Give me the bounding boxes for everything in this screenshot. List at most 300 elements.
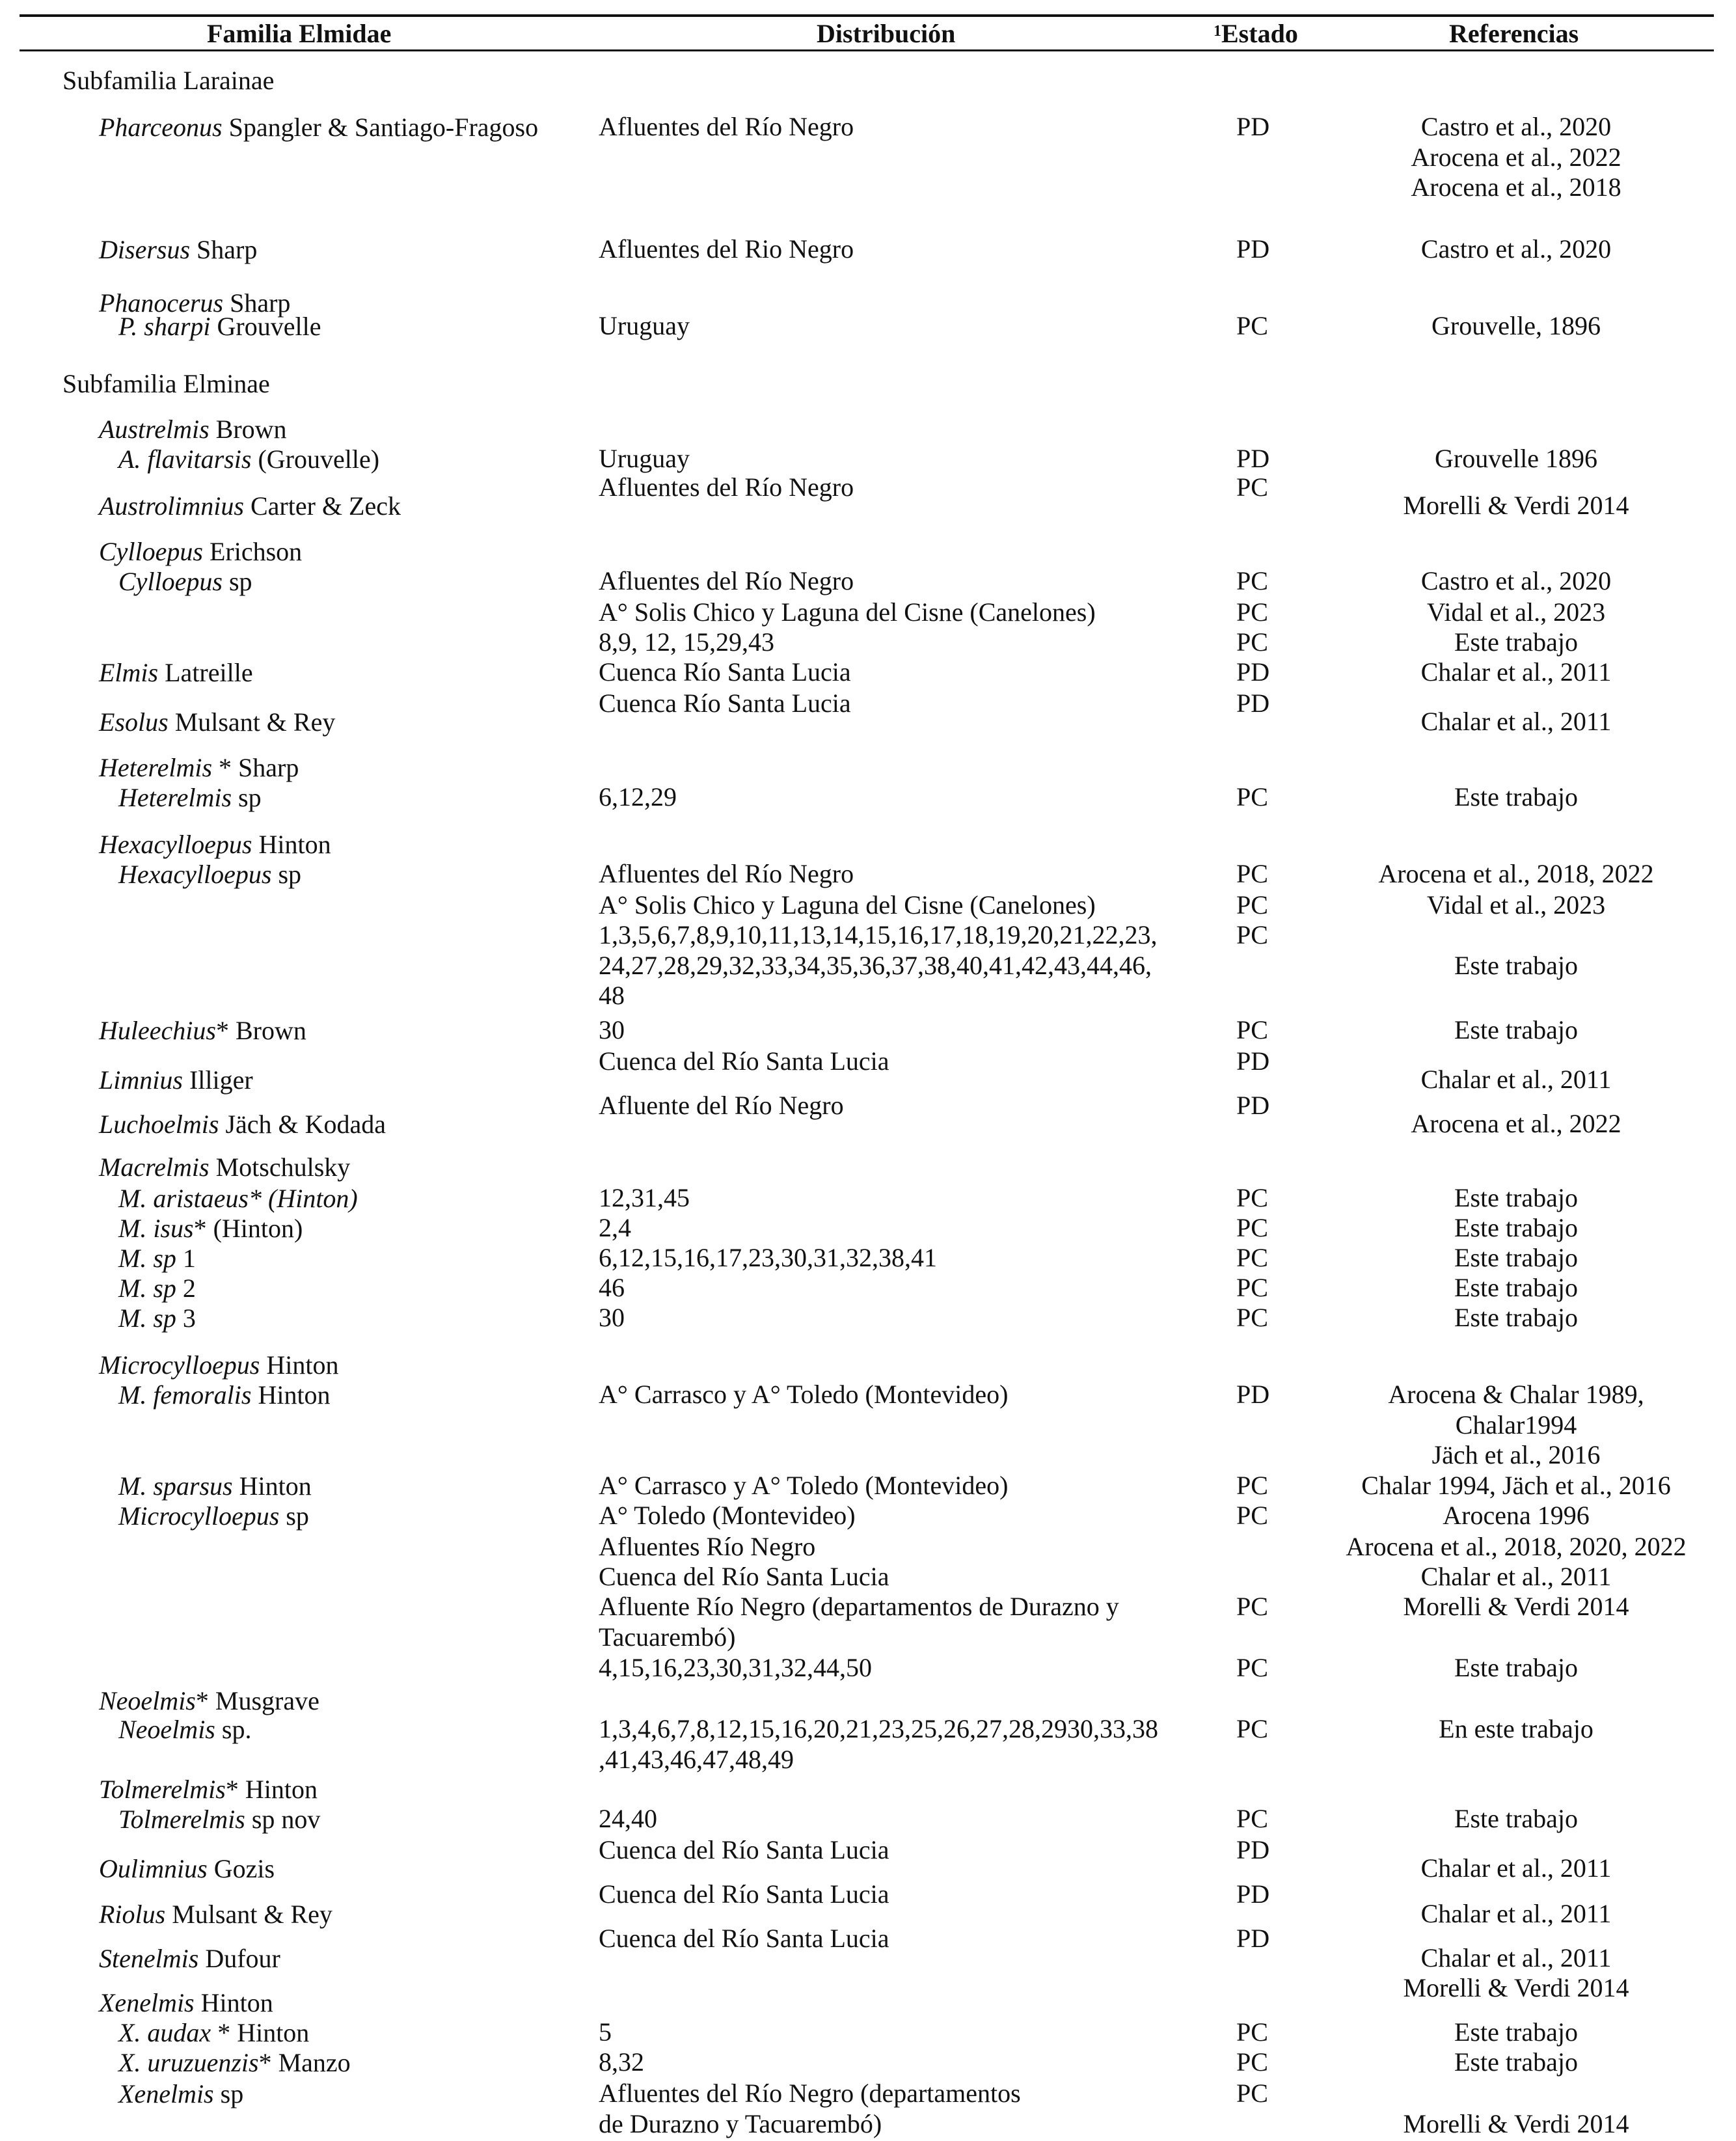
- reference-line: Chalar 1994, Jäch et al., 2016: [1361, 1471, 1671, 1500]
- reference-line: En este trabajo: [1439, 1714, 1594, 1743]
- distribution-line: 8,9, 12, 15,29,43: [599, 627, 774, 657]
- estado-value: PC: [1236, 1592, 1268, 1621]
- estado-value: PD: [1236, 444, 1270, 473]
- distribution-cell: [599, 2047, 1184, 2078]
- taxon-italic: X. audax: [118, 2018, 211, 2047]
- taxon-italic: Phanocerus: [99, 288, 224, 318]
- reference-line: Este trabajo: [1454, 1183, 1578, 1212]
- estado-value: PD: [1236, 1046, 1270, 1076]
- estado-cell: [1236, 859, 1269, 890]
- estado-value: PD: [1236, 1924, 1270, 1953]
- distribution-line: Afluentes del Rio Negro: [599, 234, 854, 264]
- genus-name: [99, 1853, 275, 1884]
- taxon-authority: * Sharp: [212, 753, 299, 782]
- reference-line: Este trabajo: [1454, 1015, 1578, 1044]
- distribution-line: Cuenca del Río Santa Lucia: [599, 1562, 889, 1591]
- taxon-italic: Xenelmis: [118, 2079, 214, 2108]
- taxon-authority: * Manzo: [258, 2048, 351, 2077]
- taxon-authority: Carter & Zeck: [244, 491, 401, 521]
- distribution-line: A° Solis Chico y Laguna del Cisne (Canelones): [599, 890, 1096, 920]
- distribution-line: 46: [599, 1273, 625, 1302]
- distribution-line: 6,12,29: [599, 782, 677, 811]
- references-cell: [1327, 1471, 1705, 1501]
- taxon-authority: sp: [213, 2079, 244, 2108]
- species-name: [118, 2047, 351, 2078]
- references-cell: [1327, 1562, 1705, 1592]
- distribution-cell: [599, 472, 1184, 503]
- estado-value: PC: [1236, 1714, 1268, 1743]
- header-estado-footnote: 1: [1214, 23, 1221, 40]
- reference-line: Morelli & Verdi 2014: [1403, 1973, 1629, 2002]
- taxon-authority: Sharp: [223, 288, 291, 318]
- estado-cell: [1236, 1303, 1269, 1333]
- taxon-authority: Hinton: [232, 1471, 312, 1501]
- reference-line: Este trabajo: [1454, 782, 1578, 811]
- estado-value: PC: [1236, 1243, 1268, 1272]
- estado-value: PD: [1236, 112, 1270, 141]
- distribution-line: 30: [599, 1015, 625, 1044]
- reference-line: Arocena 1996: [1443, 1501, 1590, 1530]
- estado-cell: [1236, 597, 1269, 628]
- estado-cell: [1236, 1592, 1269, 1622]
- header-under-rule: [20, 49, 1714, 51]
- taxon-italic: Hexacylloepus: [99, 830, 252, 859]
- references-cell: [1327, 1501, 1705, 1531]
- references-cell: [1327, 311, 1705, 342]
- distribution-cell: [599, 1532, 1184, 1562]
- estado-cell: [1236, 1804, 1269, 1834]
- taxon-italic: Austrelmis: [99, 415, 210, 444]
- estado-value: PD: [1236, 1879, 1270, 1909]
- estado-cell: [1236, 2079, 1269, 2109]
- taxon-italic: M. aristaeus* (Hinton): [118, 1184, 358, 1213]
- distribution-line: de Durazno y Tacuarembó): [599, 2108, 882, 2138]
- estado-value: PC: [1236, 2079, 1268, 2108]
- reference-line: Chalar et al., 2011: [1420, 657, 1612, 687]
- genus-name: [99, 112, 538, 143]
- reference-line: Arocena et al., 2018, 2022: [1378, 859, 1654, 888]
- taxon-italic: Stenelmis: [99, 1944, 199, 1973]
- taxon-italic: Cylloepus: [99, 537, 203, 566]
- taxon-italic: P. sharpi: [118, 312, 211, 341]
- species-name: [118, 1273, 196, 1303]
- distribution-cell: [599, 1501, 1184, 1531]
- distribution-cell: [599, 1091, 1184, 1121]
- distribution-cell: [599, 234, 1184, 265]
- references-cell: [1327, 1303, 1705, 1333]
- distribution-line: Cuenca Río Santa Lucia: [599, 657, 851, 687]
- genus-name: [99, 1685, 319, 1716]
- estado-value: PC: [1236, 1273, 1268, 1302]
- taxon-authority: Jäch & Kodada: [219, 1110, 387, 1139]
- distribution-cell: [599, 1562, 1184, 1592]
- estado-cell: [1236, 1213, 1269, 1244]
- estado-value: PC: [1236, 1653, 1268, 1682]
- references-cell: [1327, 1380, 1705, 1471]
- distribution-cell: [599, 2079, 1184, 2139]
- distribution-line: Cuenca Río Santa Lucia: [599, 689, 851, 718]
- estado-cell: [1236, 890, 1269, 921]
- genus-name: [99, 1350, 338, 1380]
- references-cell: [1327, 920, 1705, 981]
- estado-value: PC: [1236, 859, 1268, 888]
- references-cell: [1327, 2017, 1705, 2048]
- distribution-cell: [599, 1243, 1184, 1274]
- estado-value: PC: [1236, 2047, 1268, 2077]
- taxon-authority: sp.: [215, 1715, 252, 1744]
- taxon-italic: Austrolimnius: [99, 491, 244, 521]
- taxon-authority: Hinton: [194, 1988, 273, 2017]
- reference-line: Chalar et al., 2011: [1420, 707, 1612, 736]
- reference-line: Este trabajo: [1454, 1243, 1578, 1272]
- distribution-cell: [599, 311, 1184, 342]
- estado-value: PC: [1236, 472, 1268, 502]
- taxon-authority: Sharp: [190, 235, 258, 264]
- estado-cell: [1236, 782, 1269, 813]
- estado-cell: [1236, 1653, 1269, 1684]
- taxon-italic: Macrelmis: [99, 1152, 210, 1182]
- distribution-line: Afluentes Río Negro: [599, 1532, 816, 1561]
- taxon-authority: sp: [279, 1501, 309, 1531]
- references-cell: [1327, 1973, 1705, 2004]
- references-cell: [1327, 1065, 1705, 1095]
- taxon-authority: Hinton: [260, 1350, 339, 1380]
- taxon-authority: Subfamilia Larainae: [62, 66, 275, 95]
- references-cell: [1327, 566, 1705, 597]
- references-cell: [1327, 1592, 1705, 1622]
- taxon-italic: Heterelmis: [99, 753, 213, 782]
- distribution-cell: [599, 1804, 1184, 1834]
- distribution-line: 8,32: [599, 2047, 644, 2077]
- taxon-authority: * Musgrave: [195, 1686, 319, 1715]
- header-estado-label: Estado: [1221, 19, 1298, 48]
- distribution-cell: [599, 1471, 1184, 1501]
- distribution-cell: [599, 1213, 1184, 1244]
- references-cell: [1327, 234, 1705, 265]
- estado-value: PD: [1236, 657, 1270, 687]
- taxon-authority: Motschulsky: [209, 1152, 351, 1182]
- estado-value: PC: [1236, 597, 1268, 627]
- taxon-authority: Mulsant & Rey: [165, 1900, 332, 1929]
- estado-cell: [1236, 1471, 1269, 1501]
- estado-cell: [1236, 689, 1269, 719]
- taxon-authority: Spangler & Santiago-Fragoso: [222, 113, 539, 142]
- reference-line: Arocena et al., 2018: [1411, 172, 1621, 202]
- distribution-cell: [599, 1046, 1184, 1077]
- header-familia: Familia Elmidae: [207, 19, 392, 48]
- distribution-line: 5: [599, 2017, 612, 2047]
- genus-name: [99, 1943, 280, 1974]
- genus-name: [99, 234, 257, 265]
- reference-line: Arocena et al., 2022: [1411, 1109, 1621, 1138]
- taxon-italic: Hexacylloepus: [118, 860, 272, 889]
- estado-value: PC: [1236, 311, 1268, 340]
- estado-cell: [1236, 1380, 1269, 1410]
- estado-cell: [1236, 472, 1269, 503]
- taxon-italic: M. sp: [118, 1244, 176, 1273]
- estado-cell: [1236, 1714, 1269, 1745]
- distribution-line: Uruguay: [599, 444, 690, 473]
- species-name: [118, 1471, 312, 1501]
- estado-cell: [1236, 234, 1269, 265]
- reference-line: Morelli & Verdi 2014: [1403, 2108, 1629, 2138]
- genus-name: [99, 752, 299, 783]
- taxon-italic: Neoelmis: [99, 1686, 196, 1715]
- distribution-line: Cuenca del Río Santa Lucia: [599, 1879, 889, 1909]
- reference-line: Arocena et al., 2022: [1411, 142, 1621, 172]
- reference-line: Morelli & Verdi 2014: [1403, 1592, 1629, 1621]
- species-name: [118, 1501, 309, 1531]
- taxon-italic: Xenelmis: [99, 1988, 195, 2017]
- estado-cell: [1236, 1835, 1269, 1866]
- estado-value: PC: [1236, 1015, 1268, 1044]
- reference-line: Este trabajo: [1454, 2047, 1578, 2077]
- genus-name: [99, 707, 335, 737]
- estado-cell: [1236, 311, 1269, 342]
- estado-value: PC: [1236, 566, 1268, 595]
- distribution-cell: [599, 1303, 1184, 1333]
- estado-cell: [1236, 1015, 1269, 1046]
- references-cell: [1327, 890, 1705, 921]
- genus-name: [99, 1015, 306, 1046]
- estado-value: PC: [1236, 1804, 1268, 1833]
- distribution-line: Tacuarembó): [599, 1622, 736, 1652]
- references-cell: [1327, 1015, 1705, 1046]
- distribution-cell: [599, 1273, 1184, 1303]
- distribution-cell: [599, 657, 1184, 688]
- taxon-authority: Hinton: [251, 1380, 331, 1410]
- distribution-line: 24,40: [599, 1804, 657, 1833]
- estado-value: PC: [1236, 1213, 1268, 1242]
- species-name: [118, 566, 252, 597]
- species-name: [118, 1380, 331, 1410]
- distribution-cell: [599, 444, 1184, 474]
- taxon-authority: Mulsant & Rey: [168, 707, 336, 737]
- estado-value: PC: [1236, 627, 1268, 657]
- genus-name: [99, 414, 287, 444]
- distribution-cell: [599, 566, 1184, 597]
- references-cell: [1327, 1714, 1705, 1745]
- taxon-authority: Illiger: [182, 1065, 253, 1095]
- estado-cell: [1236, 627, 1269, 658]
- species-name: [118, 1714, 251, 1745]
- references-cell: [1327, 859, 1705, 890]
- distribution-cell: [599, 859, 1184, 890]
- distribution-line: 30: [599, 1303, 625, 1332]
- estado-cell: [1236, 657, 1269, 688]
- species-name: [118, 1183, 358, 1214]
- distribution-line: 1,3,4,6,7,8,12,15,16,20,21,23,25,26,27,28,2930,33,38: [599, 1714, 1158, 1743]
- taxon-italic: Pharceonus: [99, 113, 223, 142]
- taxon-italic: M. sparsus: [118, 1471, 233, 1501]
- distribution-cell: [599, 627, 1184, 658]
- distribution-cell: [599, 1835, 1184, 1866]
- genus-name: [99, 1065, 253, 1095]
- distribution-line: 1,3,5,6,7,8,9,10,11,13,14,15,16,17,18,19,20,21,22,23,: [599, 920, 1158, 949]
- estado-cell: [1236, 1879, 1269, 1910]
- references-cell: [1327, 491, 1705, 521]
- taxon-authority: Hinton: [252, 830, 331, 859]
- references-cell: [1327, 597, 1705, 628]
- distribution-line: Afluentes del Río Negro: [599, 112, 854, 141]
- taxon-authority: * Brown: [215, 1016, 306, 1045]
- estado-cell: [1236, 1924, 1269, 1954]
- taxon-italic: Microcylloepus: [118, 1501, 280, 1531]
- reference-line: Este trabajo: [1454, 1653, 1578, 1682]
- taxon-italic: Heterelmis: [118, 783, 232, 812]
- distribution-line: Afluentes del Río Negro: [599, 566, 854, 595]
- reference-line: Chalar et al., 2011: [1420, 1065, 1612, 1094]
- taxon-italic: Neoelmis: [118, 1715, 215, 1744]
- taxon-italic: Elmis: [99, 658, 159, 687]
- reference-line: Chalar et al., 2011: [1420, 1899, 1612, 1928]
- taxon-authority: sp: [271, 860, 302, 889]
- species-name: [118, 2017, 309, 2048]
- reference-line: Chalar et al., 2011: [1420, 1853, 1612, 1883]
- references-cell: [1327, 1213, 1705, 1244]
- reference-line: Grouvelle 1896: [1435, 444, 1597, 473]
- estado-value: PD: [1236, 234, 1270, 264]
- references-cell: [1327, 1273, 1705, 1303]
- genus-name: [99, 1987, 273, 2018]
- genus-name: [99, 829, 331, 860]
- distribution-line: Afluentes del Río Negro: [599, 859, 854, 888]
- species-name: [118, 311, 321, 342]
- distribution-cell: [599, 1380, 1184, 1410]
- species-name: [118, 2079, 243, 2109]
- species-name: [118, 859, 301, 890]
- distribution-line: A° Carrasco y A° Toledo (Montevideo): [599, 1471, 1009, 1500]
- estado-cell: [1236, 2017, 1269, 2048]
- reference-line: Arocena et al., 2018, 2020, 2022: [1346, 1532, 1687, 1561]
- subfamily-label: [62, 368, 270, 399]
- distribution-cell: [599, 1924, 1184, 1954]
- header-distribucion: Distribución: [817, 19, 956, 48]
- species-name: [118, 444, 379, 474]
- species-name: [118, 1303, 196, 1333]
- taxon-authority: Subfamilia Elminae: [62, 369, 270, 398]
- distribution-cell: [599, 597, 1184, 628]
- header-referencias: Referencias: [1449, 19, 1579, 48]
- estado-cell: [1236, 112, 1269, 143]
- estado-value: PC: [1236, 1471, 1268, 1500]
- species-name: [118, 1243, 196, 1274]
- distribution-line: A° Toledo (Montevideo): [599, 1501, 856, 1530]
- taxon-italic: X. uruzuenzis: [118, 2048, 259, 2077]
- taxon-authority: sp: [222, 567, 252, 596]
- taxon-italic: M. femoralis: [118, 1380, 252, 1410]
- species-name: [118, 1804, 320, 1834]
- distribution-line: Afluente del Río Negro: [599, 1091, 844, 1120]
- genus-name: [99, 1899, 332, 1930]
- estado-value: PC: [1236, 890, 1268, 920]
- taxon-authority: 2: [176, 1274, 196, 1303]
- references-cell: [1327, 1653, 1705, 1684]
- reference-line: Morelli & Verdi 2014: [1403, 491, 1629, 520]
- reference-line: Este trabajo: [1454, 2017, 1578, 2047]
- taxon-authority: Latreille: [158, 658, 253, 687]
- references-cell: [1327, 657, 1705, 688]
- taxon-authority: Erichson: [202, 537, 303, 566]
- reference-line: Este trabajo: [1454, 1303, 1578, 1332]
- taxon-authority: * Hinton: [225, 1775, 318, 1804]
- reference-line: Castro et al., 2020: [1420, 234, 1612, 264]
- reference-line: Jäch et al., 2016: [1431, 1440, 1601, 1469]
- species-name: [118, 782, 262, 813]
- table-top-rule: [20, 14, 1714, 17]
- estado-cell: [1236, 1183, 1269, 1214]
- estado-value: PD: [1236, 1091, 1270, 1120]
- references-cell: [1327, 1183, 1705, 1214]
- taxon-authority: sp: [232, 783, 262, 812]
- taxon-authority: 3: [176, 1303, 196, 1333]
- taxon-italic: Tolmerelmis: [99, 1775, 226, 1804]
- distribution-line: 24,27,28,29,32,33,34,35,36,37,38,40,41,42,43,44,46,: [599, 950, 1152, 980]
- taxon-authority: * (Hinton): [193, 1214, 303, 1243]
- references-cell: [1327, 2047, 1705, 2078]
- taxon-authority: * Hinton: [211, 2018, 310, 2047]
- distribution-line: A° Carrasco y A° Toledo (Montevideo): [599, 1380, 1009, 1409]
- taxon-italic: Luchoelmis: [99, 1110, 219, 1139]
- estado-cell: [1236, 566, 1269, 597]
- reference-line: Este trabajo: [1454, 1804, 1578, 1833]
- estado-cell: [1236, 1501, 1269, 1531]
- reference-line: Este trabajo: [1454, 950, 1578, 980]
- distribution-cell: [599, 890, 1184, 921]
- estado-value: PC: [1236, 920, 1268, 949]
- references-cell: [1327, 1532, 1705, 1562]
- references-cell: [1327, 1109, 1705, 1139]
- taxon-italic: Disersus: [99, 235, 191, 264]
- taxon-authority: Dufour: [198, 1944, 280, 1973]
- reference-line: Castro et al., 2020: [1420, 112, 1612, 141]
- reference-line: Castro et al., 2020: [1420, 566, 1612, 595]
- references-cell: [1327, 1853, 1705, 1884]
- reference-line: Arocena & Chalar 1989,: [1388, 1380, 1644, 1409]
- estado-value: PD: [1236, 1835, 1270, 1864]
- estado-value: PC: [1236, 1501, 1268, 1530]
- distribution-line: Afluentes del Río Negro: [599, 472, 854, 502]
- distribution-line: ,41,43,46,47,48,49: [599, 1744, 794, 1774]
- reference-line: Este trabajo: [1454, 627, 1578, 657]
- estado-value: PC: [1236, 1183, 1268, 1212]
- taxon-italic: M. isus: [118, 1214, 194, 1243]
- taxon-italic: Riolus: [99, 1900, 166, 1929]
- taxon-italic: Esolus: [99, 707, 169, 737]
- estado-cell: [1236, 2047, 1269, 2078]
- reference-line: Chalar et al., 2011: [1420, 1562, 1612, 1591]
- distribution-cell: [599, 2017, 1184, 2048]
- distribution-cell: [599, 1653, 1184, 1684]
- taxon-authority: Gozis: [207, 1854, 275, 1883]
- estado-cell: [1236, 444, 1269, 474]
- references-cell: [1327, 1243, 1705, 1274]
- taxon-italic: Oulimnius: [99, 1854, 208, 1883]
- reference-line: [1327, 920, 1705, 951]
- references-cell: [1327, 1899, 1705, 1930]
- distribution-cell: [599, 1879, 1184, 1910]
- taxon-italic: A. flavitarsis: [118, 444, 252, 474]
- genus-name: [99, 1774, 318, 1805]
- estado-value: PC: [1236, 1303, 1268, 1332]
- estado-value: PD: [1236, 1380, 1270, 1409]
- taxon-authority: 1: [176, 1244, 196, 1273]
- references-cell: [1327, 444, 1705, 474]
- distribution-line: Cuenca del Río Santa Lucia: [599, 1046, 889, 1076]
- reference-line: Este trabajo: [1454, 1213, 1578, 1242]
- distribution-cell: [599, 689, 1184, 719]
- reference-line: Vidal et al., 2023: [1426, 597, 1606, 627]
